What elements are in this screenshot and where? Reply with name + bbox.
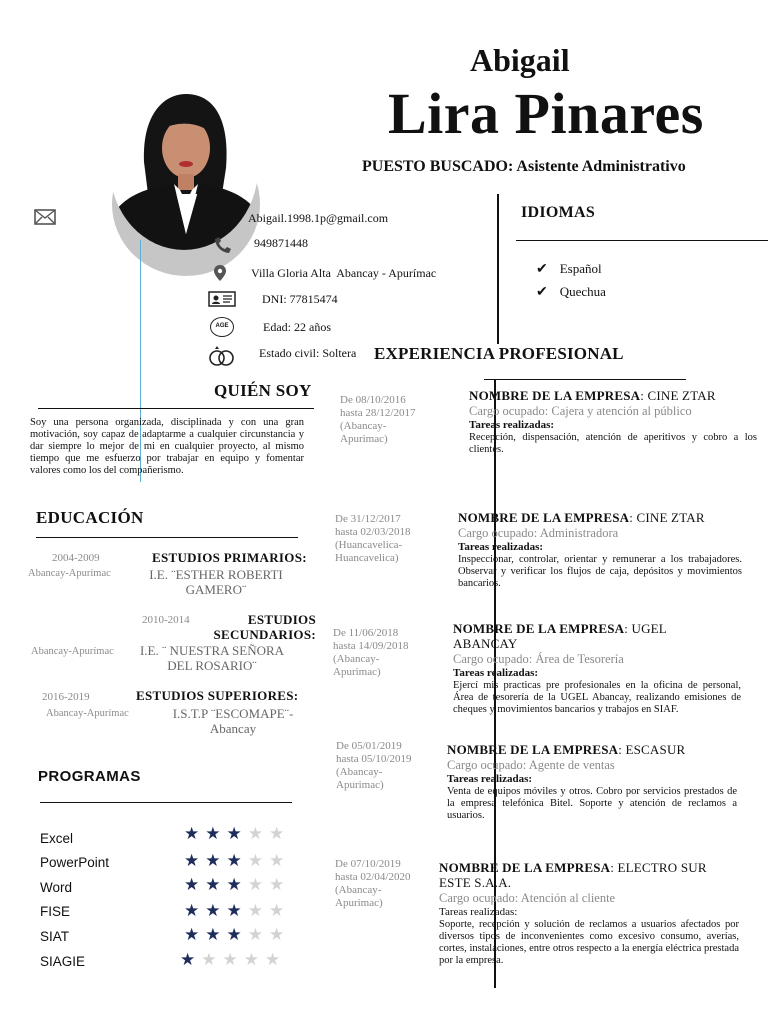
job-date: De 11/06/2018 hasta 14/09/2018 (Abancay-Apurimac) [333, 627, 409, 678]
job-company [469, 388, 757, 403]
star-icon: ★ [269, 824, 291, 843]
star-icon: ★ [226, 824, 248, 843]
job-tasks-label: Tareas realizadas: [458, 541, 544, 553]
location-pin-icon [212, 264, 236, 282]
about-title: QUIÉN SOY [214, 381, 312, 400]
program-rating [184, 824, 290, 844]
experience-rule [484, 379, 686, 380]
civil-status-text: Estado civil: Soltera [259, 346, 357, 360]
star-icon: ★ [184, 925, 206, 944]
program-name: Excel [40, 831, 74, 846]
last-name: Lira Pinares [388, 81, 704, 146]
star-icon: ★ [205, 925, 227, 944]
job-description: Venta de equipos móviles y otros. Cobro por servicios prestados de la empresa telefónica Bitel. Soporte y atención de reclamos a usuarios. [447, 786, 737, 821]
education-years: 2016-2019 [42, 691, 90, 703]
programs-title: PROGRAMAS [38, 768, 141, 785]
about-rule [38, 408, 314, 409]
job-company [439, 860, 729, 890]
program-name: SIAGIE [40, 954, 86, 969]
job-role: Cargo ocupado: Administradora [458, 526, 619, 540]
program-name: Word [40, 880, 73, 895]
star-icon: ★ [265, 950, 287, 969]
job-company [453, 621, 693, 651]
job-company-name: : ELECTRO SUR ESTE S.A.A. [439, 860, 707, 890]
star-icon: ★ [226, 901, 248, 920]
job-description: Inspeccionar, controlar, orientar y remunerar a los trabajadores. Observar y verificar los flujos de caja, depósitos y movimientos bancarios. [458, 554, 742, 589]
email-text: Abigail.1998.1p@gmail.com [248, 211, 389, 225]
job-tasks-label: Tareas realizadas: [469, 419, 555, 431]
job-company-label: NOMBRE DE LA EMPRESA [439, 860, 611, 875]
education-title: EDUCACIÓN [36, 508, 144, 527]
job-company-name: : CINE ZTAR [629, 510, 705, 525]
id-card-icon [208, 290, 236, 308]
job-tasks-label: Tareas realizadas: [447, 773, 533, 785]
language-item [536, 260, 602, 278]
check-icon: ✔ [536, 285, 548, 300]
experience-title: EXPERIENCIA PROFESIONAL [374, 344, 624, 363]
job-role: Cargo ocupado: Área de Tesorería [453, 652, 624, 666]
star-icon: ★ [205, 824, 227, 843]
education-school: I.S.T.P ¨ESCOMAPE¨- Abancay [172, 706, 294, 736]
job-company-label: NOMBRE DE LA EMPRESA [453, 621, 625, 636]
job-date: De 31/12/2017 hasta 02/03/2018 (Huancavelica-Huancavelica) [335, 513, 411, 564]
star-icon: ★ [243, 950, 265, 969]
star-icon: ★ [222, 950, 244, 969]
position-sought [362, 158, 686, 176]
program-rating [184, 925, 290, 945]
education-school: I.E. ¨ESTHER ROBERTI GAMERO¨ [149, 567, 283, 597]
education-level: ESTUDIOS SECUNDARIOS: [213, 612, 316, 642]
star-icon: ★ [247, 925, 269, 944]
check-icon: ✔ [536, 262, 548, 277]
program-rating [184, 875, 290, 895]
star-icon: ★ [184, 875, 206, 894]
programs-rule [40, 802, 292, 803]
job-date: De 05/01/2019 hasta 05/10/2019 (Abancay-Apurimac) [336, 740, 412, 791]
program-rating [180, 950, 286, 970]
job-tasks-label: Tareas realizadas: [439, 906, 518, 918]
languages-rule [516, 240, 768, 241]
job-role: Cargo ocupado: Atención al cliente [439, 891, 616, 905]
job-entry [469, 388, 757, 456]
rings-icon [208, 345, 236, 367]
language-item [536, 283, 606, 301]
job-date: De 08/10/2016 hasta 28/12/2017 (Abancay-Apurimac) [340, 394, 416, 445]
phone-icon [212, 236, 236, 254]
position-value: Asistente Administrativo [516, 158, 686, 175]
job-role: Cargo ocupado: Cajera y atención al público [469, 404, 692, 418]
job-role: Cargo ocupado: Agente de ventas [447, 758, 615, 772]
program-rating [184, 901, 290, 921]
education-level: ESTUDIOS SUPERIORES: [136, 688, 299, 703]
star-icon: ★ [269, 875, 291, 894]
education-years: 2010-2014 [142, 614, 190, 626]
job-entry [458, 510, 742, 590]
phone-text: 949871448 [254, 236, 308, 250]
education-rule [36, 537, 298, 538]
job-description: Ejercí mis practicas pre profesionales en la oficina de personal, Área de tesorería de la UGEL Abancay, realizando emisiones de cheques y movimientos bancarios y trabajos en SIAF. [453, 680, 741, 715]
star-icon: ★ [184, 851, 206, 870]
education-level: ESTUDIOS PRIMARIOS: [152, 550, 307, 565]
program-name: FISE [40, 904, 71, 919]
star-icon: ★ [201, 950, 223, 969]
age-icon-text: AGE [215, 323, 229, 329]
column-divider-top [497, 194, 499, 344]
job-company-name: : ESCASUR [618, 742, 686, 757]
star-icon: ★ [247, 875, 269, 894]
star-icon: ★ [269, 901, 291, 920]
job-date: De 07/10/2019 hasta 02/04/2020 (Abancay-Apurimac) [335, 858, 411, 909]
job-company-label: NOMBRE DE LA EMPRESA [458, 510, 630, 525]
age-icon [210, 317, 234, 337]
profile-photo [108, 84, 262, 276]
star-icon: ★ [205, 901, 227, 920]
job-description: Soporte, recepción y solución de reclamos a usuarios afectados por diversos tipos de inconvenientes como excesivo consumo, averías, cortes, instalaciones, entre otros respecto a la energía eléctrica prestada por la empresa. [439, 919, 739, 966]
dni-text: DNI: 77815474 [262, 292, 338, 306]
job-entry [439, 860, 739, 967]
program-name: SIAT [40, 929, 70, 944]
star-icon: ★ [180, 950, 202, 969]
job-tasks-label: Tareas realizadas: [453, 667, 539, 679]
star-icon: ★ [226, 925, 248, 944]
job-company [458, 510, 742, 525]
star-icon: ★ [184, 824, 206, 843]
star-icon: ★ [226, 875, 248, 894]
job-company-name: : UGEL ABANCAY [453, 621, 667, 651]
star-icon: ★ [269, 925, 291, 944]
address-text: Villa Gloria Alta Abancay - Apurímac [251, 266, 437, 280]
star-icon: ★ [205, 851, 227, 870]
job-company [447, 742, 737, 757]
about-text: Soy una persona organizada, disciplinada y con una gran motivación, soy capaz de adaptarme a cualquier circunstancia y dar siempre lo mejor de mi en cualquier proyecto, al mismo tiempo que me esfuerzo por trabajar en equipo y fomentar valores como los del compañerismo. [30, 417, 304, 476]
star-icon: ★ [226, 851, 248, 870]
languages-title: IDIOMAS [521, 204, 596, 221]
program-rating [184, 851, 290, 871]
education-years: 2004-2009 [52, 552, 100, 564]
star-icon: ★ [247, 901, 269, 920]
star-icon: ★ [247, 851, 269, 870]
mail-icon [34, 208, 58, 226]
age-text: Edad: 22 años [263, 320, 331, 334]
star-icon: ★ [247, 824, 269, 843]
education-school: I.E. ¨ NUESTRA SEÑORA DEL ROSARIO¨ [139, 643, 285, 673]
language-label: Quechua [559, 284, 606, 299]
job-company-name: : CINE ZTAR [640, 388, 716, 403]
language-label: Español [559, 261, 602, 276]
education-place: Abancay-Apurímac [46, 708, 129, 719]
star-icon: ★ [269, 851, 291, 870]
position-label: PUESTO BUSCADO: [362, 158, 514, 175]
job-description: Recepción, dispensación, atención de aperitivos y cobro a los clientes. [469, 432, 757, 455]
education-place: Abancay-Apurímac [31, 646, 114, 657]
star-icon: ★ [184, 901, 206, 920]
job-entry [447, 742, 737, 822]
education-place: Abancay-Apurímac [28, 568, 111, 579]
program-name: PowerPoint [40, 855, 110, 870]
job-entry [453, 621, 741, 720]
job-company-label: NOMBRE DE LA EMPRESA [447, 742, 619, 757]
star-icon: ★ [205, 875, 227, 894]
job-company-label: NOMBRE DE LA EMPRESA [469, 388, 641, 403]
first-name: Abigail [470, 42, 570, 78]
